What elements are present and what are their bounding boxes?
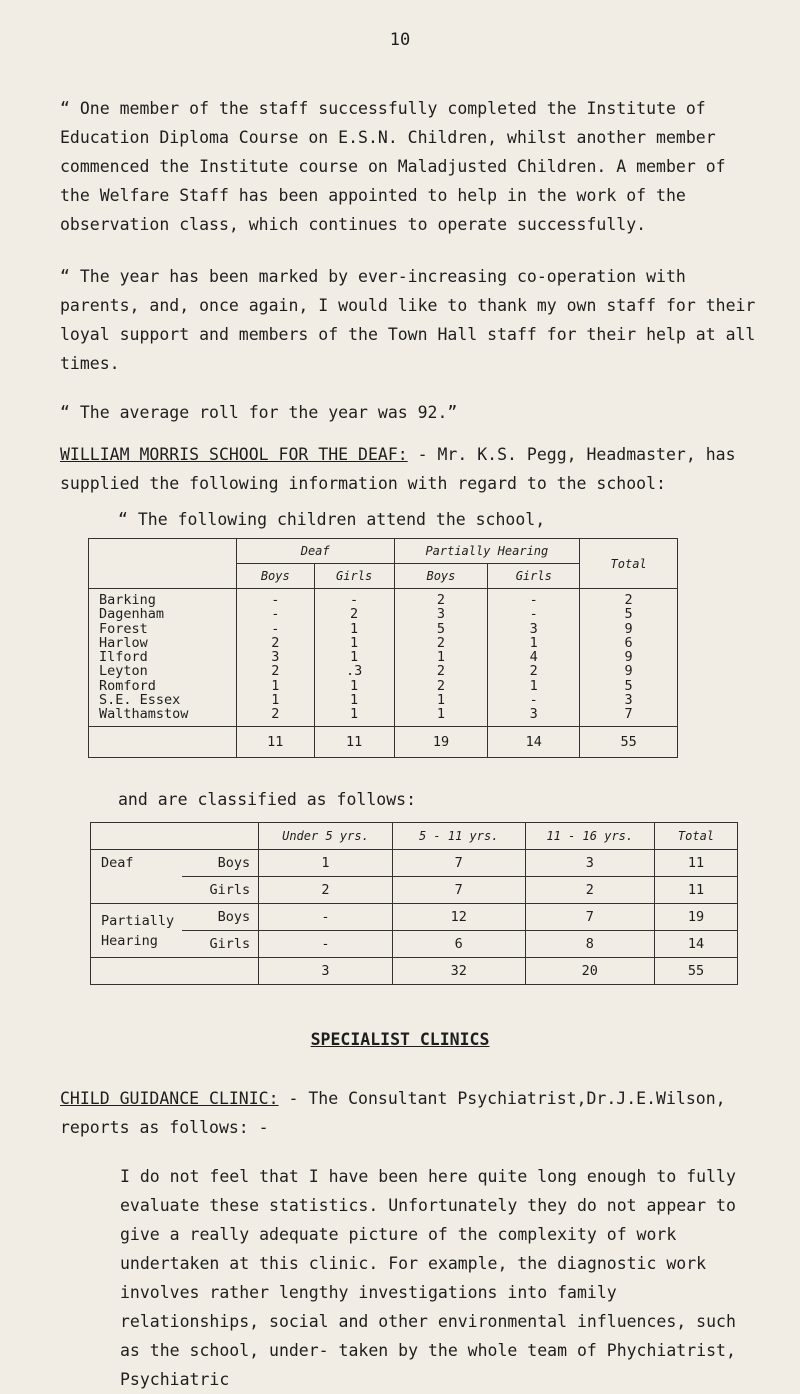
deaf-girls-header: Girls [314,564,394,589]
total-header: Total [654,823,737,850]
deaf-girls-column: - 2 1 1 1 .3 1 1 1 [314,589,394,727]
totals-label-empty [91,958,259,985]
deaf-boys-total: 11 [654,850,737,877]
ph-girls-under5: - [259,931,393,958]
paragraph-following-children: “ The following children attend the school, [118,510,546,529]
5-11-header: 5 - 11 yrs. [392,823,525,850]
deaf-boys-5-11: 7 [392,850,525,877]
11-16-header: 11 - 16 yrs. [525,823,654,850]
paragraph-classified: and are classified as follows: [118,790,417,809]
section-title: SPECIALIST CLINICS [310,1030,490,1049]
deaf-label: Deaf [91,850,182,877]
deaf-group-header: Deaf [236,539,394,564]
partially-hearing-group-header: Partially Hearing [394,539,580,564]
total-under5: 3 [259,958,393,985]
paragraph-william-morris-school [60,440,760,498]
paragraph-average-roll: “ The average roll for the year was 92.” [60,403,458,422]
deaf-girls-5-11: 7 [392,877,525,904]
ph-girls-5-11: 6 [392,931,525,958]
deaf-boys-11-16: 3 [525,850,654,877]
deaf-girls-under5: 2 [259,877,393,904]
paragraph-cooperation: “ The year has been marked by ever-increasing co-operation with parents, and, once again, I would like to thank my own staff for their loyal support and members of the Town Hall staff for their help at all times. [60,267,756,373]
paragraph-psychiatrist-report: I do not feel that I have been here quite long enough to fully evaluate these statistics. Unfortunately they do not appear to give a really adequate picture of the complexity of work undertaken at this clinic. For example, the diagnostic work involves rather lengthy investigations into family relationships, social and other environmental influences, such as the school, under- taken by the whole team of Phychiatrist, Psychiatric [120,1167,736,1389]
ph-girls-header: Girls [488,564,580,589]
total-ph-boys: 19 [394,726,488,757]
ph-girls-column: - - 3 1 4 2 1 - 3 [488,589,580,727]
category-header-empty [91,823,259,850]
ph-boys-column: 2 3 5 2 1 2 2 1 1 [394,589,488,727]
school-intro: - Mr. K.S. Pegg, Headmaster, has supplied the following information with regard to the school: [60,445,736,493]
grand-total: 55 [654,958,737,985]
school-heading: WILLIAM MORRIS SCHOOL FOR THE DEAF: [60,445,408,464]
ph-boys-total: 19 [654,904,737,931]
area-names-column: Barking Dagenham Forest Harlow Ilford Leyton Romford S.E. Essex Walthamstow [89,589,237,727]
total-deaf-boys: 11 [236,726,314,757]
ph-boys-11-16: 7 [525,904,654,931]
paragraph-staff-training: “ One member of the staff successfully completed the Institute of Education Diploma Course on E.S.N. Children, whilst another member commenced the Institute course on Maladjusted Children. A member of the Welfare Staff has been appointed to help in the work of the observation class, which continues to operate successfully. [60,99,726,234]
deaf-label-continued [91,877,182,904]
ph-girls-total: 14 [654,931,737,958]
paragraph-child-guidance-clinic [60,1084,760,1142]
deaf-boys-header: Boys [236,564,314,589]
total-deaf-girls: 11 [314,726,394,757]
attendance-by-area-table [88,538,678,758]
total-header: Total [580,539,678,589]
under-5-header: Under 5 yrs. [259,823,393,850]
ph-girls-11-16: 8 [525,931,654,958]
ph-boys-header: Boys [394,564,488,589]
partially-hearing-label: Partially Hearing [91,904,182,958]
grand-total: 55 [580,726,678,757]
clinic-heading: CHILD GUIDANCE CLINIC: [60,1089,279,1108]
deaf-boys-under5: 1 [259,850,393,877]
ph-boys-under5: - [259,904,393,931]
total-11-16: 20 [525,958,654,985]
total-5-11: 32 [392,958,525,985]
row-totals-column: 2 5 9 6 9 9 5 3 7 [580,589,678,727]
page-number: 10 [389,30,411,50]
deaf-boys-label: Boys [182,850,259,877]
deaf-girls-label: Girls [182,877,259,904]
ph-girls-label: Girls [182,931,259,958]
ph-boys-label: Boys [182,904,259,931]
deaf-girls-total: 11 [654,877,737,904]
classification-by-age-table [90,822,738,985]
deaf-girls-11-16: 2 [525,877,654,904]
clinic-intro: - The Consultant Psychiatrist,Dr.J.E.Wilson, reports as follows: - [60,1089,726,1137]
ph-boys-5-11: 12 [392,904,525,931]
deaf-boys-column: - - - 2 3 2 1 1 2 [236,589,314,727]
area-header-empty [89,539,237,589]
total-ph-girls: 14 [488,726,580,757]
totals-label-empty [89,726,237,757]
